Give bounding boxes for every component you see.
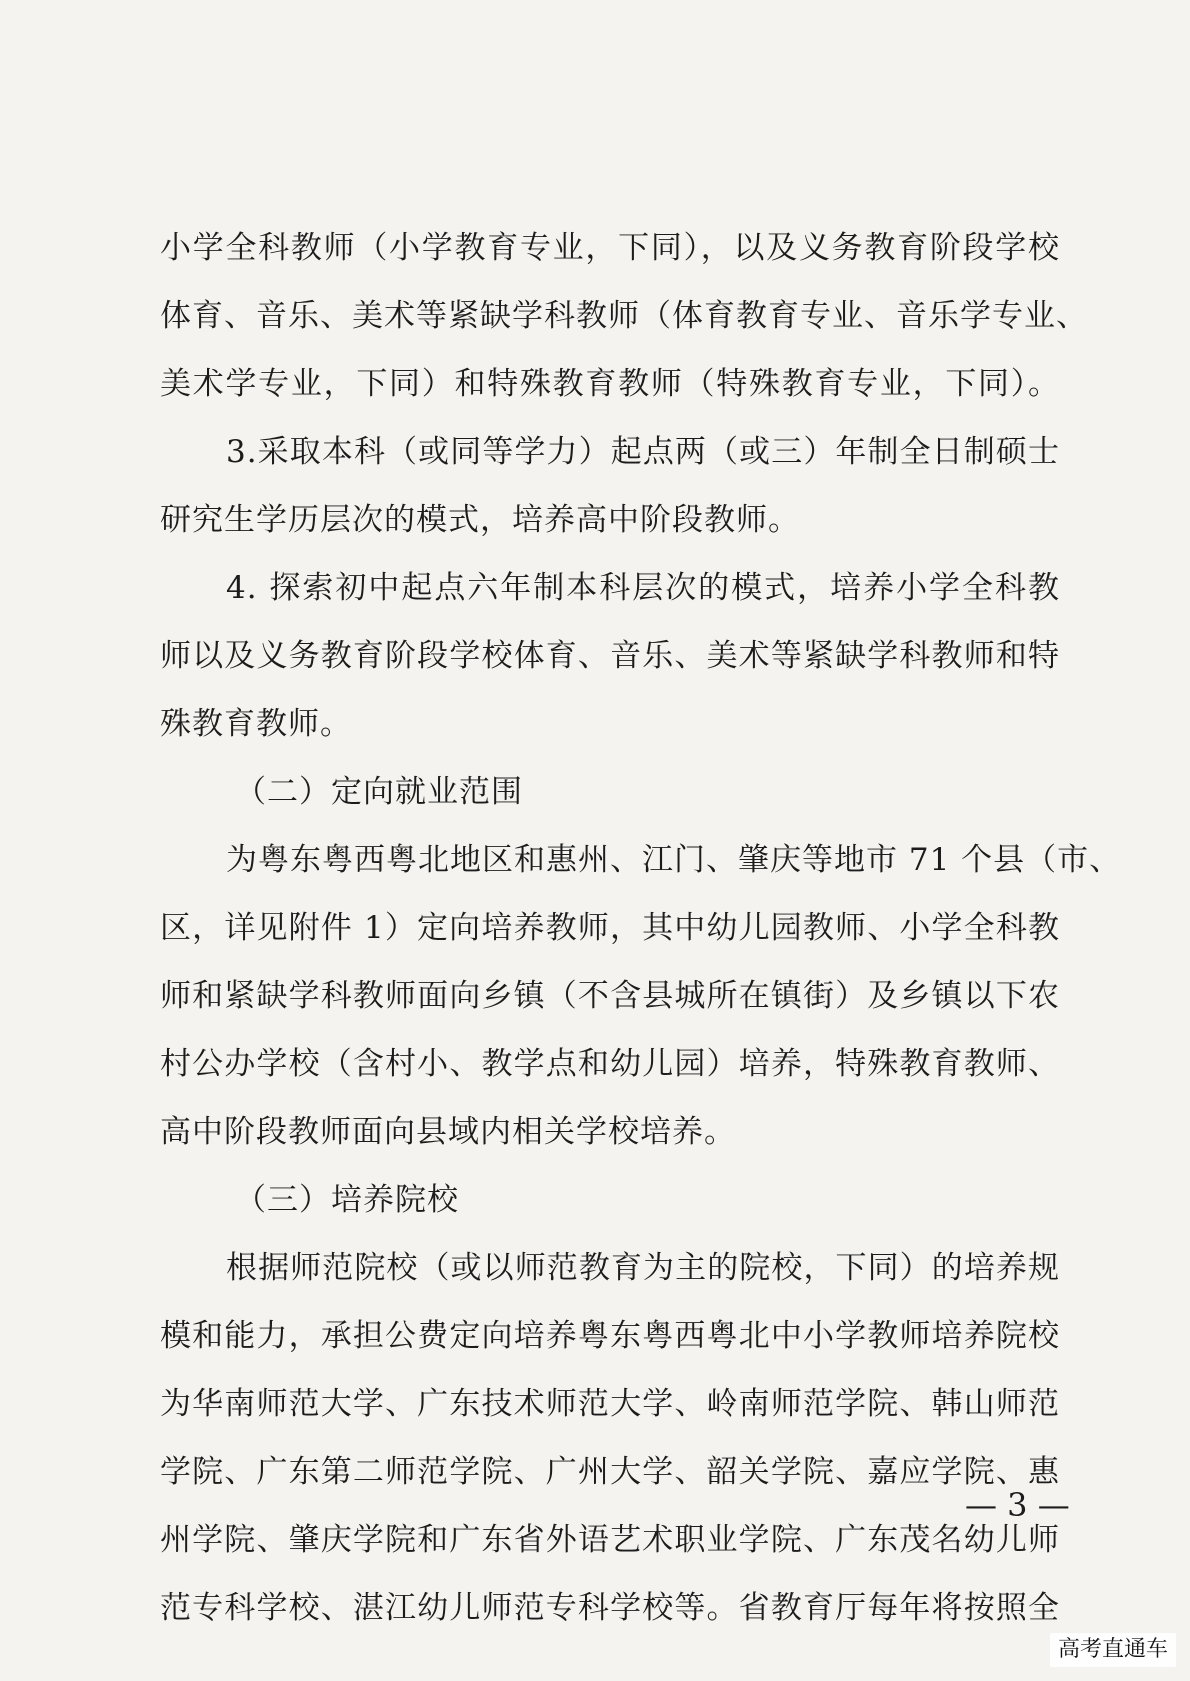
text-line: 研究生学历层次的模式，培养高中阶段教师。 bbox=[160, 502, 800, 538]
text-line: 学院、广东第二师范学院、广州大学、韶关学院、嘉应学院、惠 bbox=[160, 1454, 1060, 1490]
text-line: 体育、音乐、美术等紧缺学科教师（体育教育专业、音乐学专业、 bbox=[160, 298, 1088, 334]
text-line: 范专科学校、湛江幼儿师范专科学校等。省教育厅每年将按照全 bbox=[160, 1590, 1060, 1626]
text-line: 殊教育教师。 bbox=[160, 706, 352, 742]
document-body bbox=[160, 214, 1122, 1642]
text-line: （二）定向就业范围 bbox=[235, 774, 523, 810]
text-line: 区，详见附件 1）定向培养教师，其中幼儿园教师、小学全科教 bbox=[160, 910, 1060, 946]
text-line: 为华南师范大学、广东技术师范大学、岭南师范学院、韩山师范 bbox=[160, 1386, 1060, 1422]
text-line: 美术学专业，下同）和特殊教育教师（特殊教育专业，下同）。 bbox=[160, 366, 1060, 402]
text-line: 州学院、肇庆学院和广东省外语艺术职业学院、广东茂名幼儿师 bbox=[160, 1522, 1060, 1558]
text-line: 小学全科教师（小学教育专业，下同），以及义务教育阶段学校 bbox=[160, 230, 1060, 266]
text-line: 模和能力，承担公费定向培养粤东粤西粤北中小学教师培养院校 bbox=[160, 1318, 1060, 1354]
text-line: （三）培养院校 bbox=[235, 1182, 459, 1218]
page-number: — 3 — bbox=[965, 1486, 1070, 1524]
text-line: 师和紧缺学科教师面向乡镇（不含县城所在镇街）及乡镇以下农 bbox=[160, 978, 1060, 1014]
text-line: 4. 探索初中起点六年制本科层次的模式，培养小学全科教 bbox=[226, 570, 1060, 606]
text-line: 高中阶段教师面向县域内相关学校培养。 bbox=[160, 1114, 736, 1150]
watermark: 高考直通车 bbox=[1050, 1633, 1176, 1667]
text-line: 为粤东粤西粤北地区和惠州、江门、肇庆等地市 71 个县（市、 bbox=[226, 842, 1122, 878]
text-line: 师以及义务教育阶段学校体育、音乐、美术等紧缺学科教师和特 bbox=[160, 638, 1060, 674]
text-line: 根据师范院校（或以师范教育为主的院校，下同）的培养规 bbox=[226, 1250, 1060, 1286]
text-line: 村公办学校（含村小、教学点和幼儿园）培养，特殊教育教师、 bbox=[160, 1046, 1060, 1082]
text-line: 3.采取本科（或同等学力）起点两（或三）年制全日制硕士 bbox=[226, 434, 1060, 470]
